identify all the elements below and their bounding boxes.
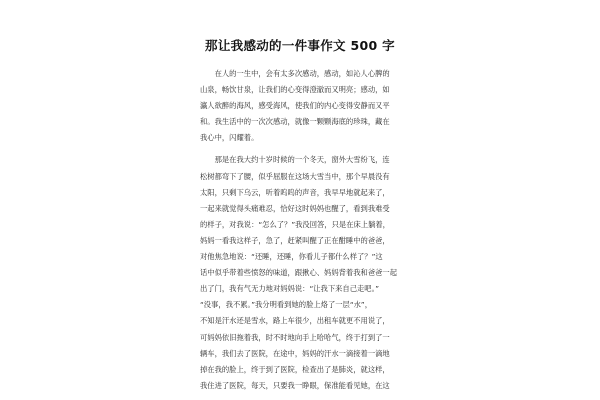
text-line: 妈妈一看我这样子，急了，赶紧叫醒了正在酣睡中的爸爸， — [200, 235, 390, 245]
paragraph-1 — [200, 66, 405, 146]
text-line: 在人的一生中，会有太多次感动，感动，如沁人心脾的 — [200, 69, 390, 78]
text-line: 对他焦急地说：“还睡，还睡，你看儿子都什么样了？”这 — [200, 252, 383, 262]
text-line: 和。我生活中的一次次感动，就像一颗颗海底的珍珠，藏在 — [200, 117, 390, 127]
text-line: 太阳，只剩下乌云，听着呜呜的声音，我早早地就起来了， — [200, 187, 390, 197]
text-line: “没事，我不累。”我分明看到她的脸上烙了一层“水”， — [200, 300, 373, 310]
text-line: 我住进了医院，每天，只要我一睁眼，保准能看见她，在这 — [200, 380, 390, 390]
text-line: 可妈妈依旧拖着我，时不时地向手上哈哈气，终于打到了一 — [200, 332, 390, 342]
text-line: 瀛人欲醉的海风，感受海风，使我们的内心变得安静而又平 — [200, 101, 390, 111]
paragraph-2 — [200, 152, 405, 393]
text-line: 那是在我大约十岁时候的一个冬天，窗外大雪纷飞，连 — [200, 155, 390, 165]
text-line: 不知是汗水还是雪水，路上车很少，出租车就更不用说了， — [200, 316, 390, 326]
text-line: 我心中，闪耀着。 — [200, 133, 259, 143]
text-line: 的样子，对我说：“怎么了？”我没回答，只是在床上躺着， — [200, 219, 390, 229]
text-line: 话中似乎带着些愤怒的味道，跟揪心、妈妈背着我和爸爸一起 — [200, 268, 398, 278]
text-line: 一起来就觉得头痛难忍，恰好这时妈妈也醒了，看到我难受 — [200, 203, 390, 213]
document-title: 那让我感动的一件事作文 500 字 — [205, 38, 395, 53]
text-line: 松树都弯下了腰，似乎屈服在这场大雪当中，那个早晨没有 — [200, 171, 390, 181]
text-line: 出了门，我有气无力地对妈妈说：“让我下来自己走吧。” — [200, 284, 380, 294]
text-line: 辆车，我们去了医院，在途中，妈妈的汗水一滴接着一滴地 — [200, 348, 390, 358]
text-line: 山泉，畅饮甘泉，让我们的心变得澄澈而又明亮；感动，如 — [200, 85, 390, 95]
text-line: 掉在我的脸上，终于到了医院，检查出了是肺炎，就这样， — [200, 364, 390, 374]
document-body — [200, 66, 405, 394]
